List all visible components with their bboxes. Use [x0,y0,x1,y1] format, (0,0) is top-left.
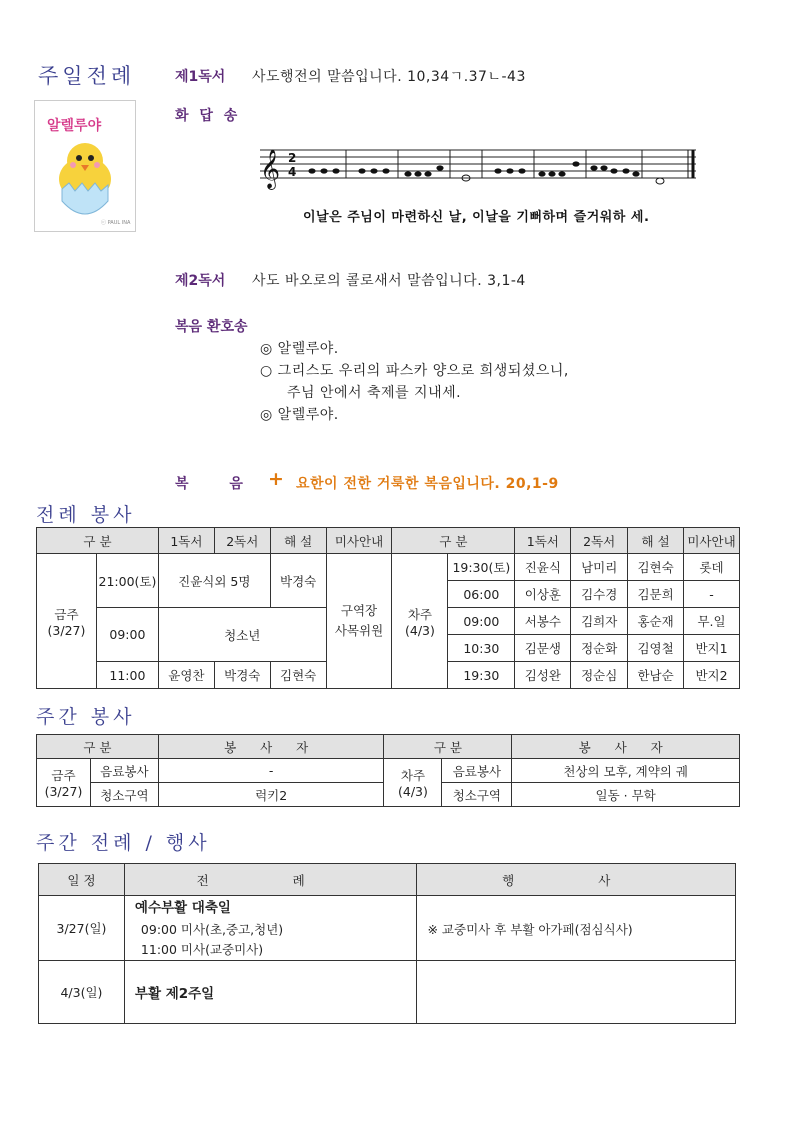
emblem-credit: ⓒ PAUL INA [101,220,131,226]
acclamation-label: 복음 환호송 [175,319,248,335]
reader-cell: 박경숙 [214,662,270,689]
time-cell: 06:00 [448,581,515,608]
reader-cell: 김성완 [515,662,571,689]
usher-cell: 롯데 [684,554,740,581]
commentary-cell: 박경숙 [270,554,326,608]
next-week-cell: 차주 (4/3) [392,554,448,689]
liturgy-title: 부활 제2주일 [124,961,417,1024]
liturgy-cell [124,896,417,961]
col-header: 1독서 [158,528,214,554]
col-header: 행 사 [417,864,736,896]
second-reading-text: 사도 바오로의 콜로새서 말씀입니다. 3,1-4 [252,273,526,289]
acclamation-line-1: ◎ 알렐루야. [260,341,339,357]
commentary-cell: 김영철 [628,635,684,662]
liturgy-title: 예수부활 대축일 [134,900,231,916]
reader-cell: 서봉수 [515,608,571,635]
reader-cell: 김수경 [571,581,628,608]
usher-cell: 무.일 [684,608,740,635]
reader-cell: 정순심 [571,662,628,689]
date-cell: 4/3(일) [39,961,125,1024]
acclamation-line-2: ○ 그리스도 우리의 파스카 양으로 희생되셨으니, [260,363,569,379]
time-cell: 19:30(토) [448,554,515,581]
col-header: 해 설 [270,528,326,554]
volunteer-cell: 천상의 모후, 계약의 궤 [512,759,740,783]
commentary-cell: 김현숙 [628,554,684,581]
time-cell: 09:00 [448,608,515,635]
reader-cell: 윤영찬 [158,662,214,689]
table-row [39,896,736,961]
next-week-cell: 차주 (4/3) [384,759,442,807]
psalm-label: 화 답 송 [175,108,241,124]
reader-cell: 정순화 [571,635,628,662]
col-header: 전 례 [124,864,417,896]
time-cell: 10:30 [448,635,515,662]
svg-text:𝄞: 𝄞 [260,149,281,189]
weekly-service-table [36,734,740,807]
liturgy-service-title: 전례 봉사 [36,504,136,526]
gospel-cross-icon: + [268,468,284,490]
alleluia-emblem [34,100,136,232]
reader-cell: 김희자 [571,608,628,635]
liturgy-service-table [36,527,740,689]
first-reading-label: 제1독서 [175,69,226,85]
col-header: 2독서 [214,528,270,554]
col-header: 구 분 [392,528,515,554]
col-header: 해 설 [628,528,684,554]
second-reading-label: 제2독서 [175,273,226,289]
volunteer-cell: 럭키2 [158,783,384,807]
svg-text:4: 4 [288,165,297,179]
acclamation-line-4: ◎ 알렐루야. [260,407,339,423]
col-header: 봉 사 자 [512,735,740,759]
time-cell: 19:30 [448,662,515,689]
col-header: 봉 사 자 [158,735,384,759]
event-cell: ※ 교중미사 후 부활 아가페(점심식사) [417,896,736,961]
time-cell: 11:00 [96,662,158,689]
usher-cell: 반지1 [684,635,740,662]
psalm-music-staff [250,138,706,206]
this-week-cell: 금주 (3/27) [37,554,97,689]
col-header: 구 분 [37,528,159,554]
reader-cell: 진윤식외 5명 [158,554,270,608]
col-header: 1독서 [515,528,571,554]
service-kind-cell: 청소구역 [442,783,512,807]
commentary-cell: 김현숙 [270,662,326,689]
acclamation-line-3: 주님 안에서 축제를 지내세. [287,385,462,401]
commentary-cell: 김문희 [628,581,684,608]
col-header: 일 정 [39,864,125,896]
weekly-schedule-table [38,863,736,1024]
liturgy-line: 11:00 미사(교중미사) [140,942,264,957]
volunteer-cell: 일동 · 무학 [512,783,740,807]
this-week-cell: 금주 (3/27) [37,759,91,807]
commentary-cell: 한남순 [628,662,684,689]
gospel-label: 복 음 [175,476,243,492]
page-title: 주일전례 [38,64,136,88]
col-header: 미사안내 [326,528,392,554]
table-row [39,961,736,1024]
reader-cell: 진윤식 [515,554,571,581]
weekly-schedule-title: 주간 전례 / 행사 [36,832,211,854]
volunteer-cell: - [158,759,384,783]
service-kind-cell: 청소구역 [90,783,158,807]
reader-cell: 김문생 [515,635,571,662]
gospel-text: 요한이 전한 거룩한 복음입니다. 20,1-9 [296,476,559,492]
commentary-cell: 홍순재 [628,608,684,635]
time-cell: 21:00(토) [96,554,158,608]
reader-cell: 청소년 [158,608,326,662]
first-reading-text: 사도행전의 말씀입니다. 10,34ㄱ.37ㄴ-43 [252,69,526,85]
event-cell [417,961,736,1024]
col-header: 구 분 [384,735,512,759]
usher-cell: 반지2 [684,662,740,689]
usher-cell: - [684,581,740,608]
usher-cell: 구역장 사목위원 [326,554,392,689]
date-cell: 3/27(일) [39,896,125,961]
col-header: 미사안내 [684,528,740,554]
service-kind-cell: 음료봉사 [442,759,512,783]
liturgy-line: 09:00 미사(초,중고,청년) [140,922,284,937]
reader-cell: 이상훈 [515,581,571,608]
emblem-text: 알렐루야 [47,118,102,134]
time-cell: 09:00 [96,608,158,662]
service-kind-cell: 음료봉사 [90,759,158,783]
reader-cell: 남미리 [571,554,628,581]
col-header: 2독서 [571,528,628,554]
psalm-lyrics: 이날은 주님이 마련하신 날, 이날을 기뻐하며 즐거워하 세. [303,210,650,225]
col-header: 구 분 [37,735,159,759]
svg-text:2: 2 [288,151,297,165]
weekly-service-title: 주간 봉사 [36,706,136,728]
